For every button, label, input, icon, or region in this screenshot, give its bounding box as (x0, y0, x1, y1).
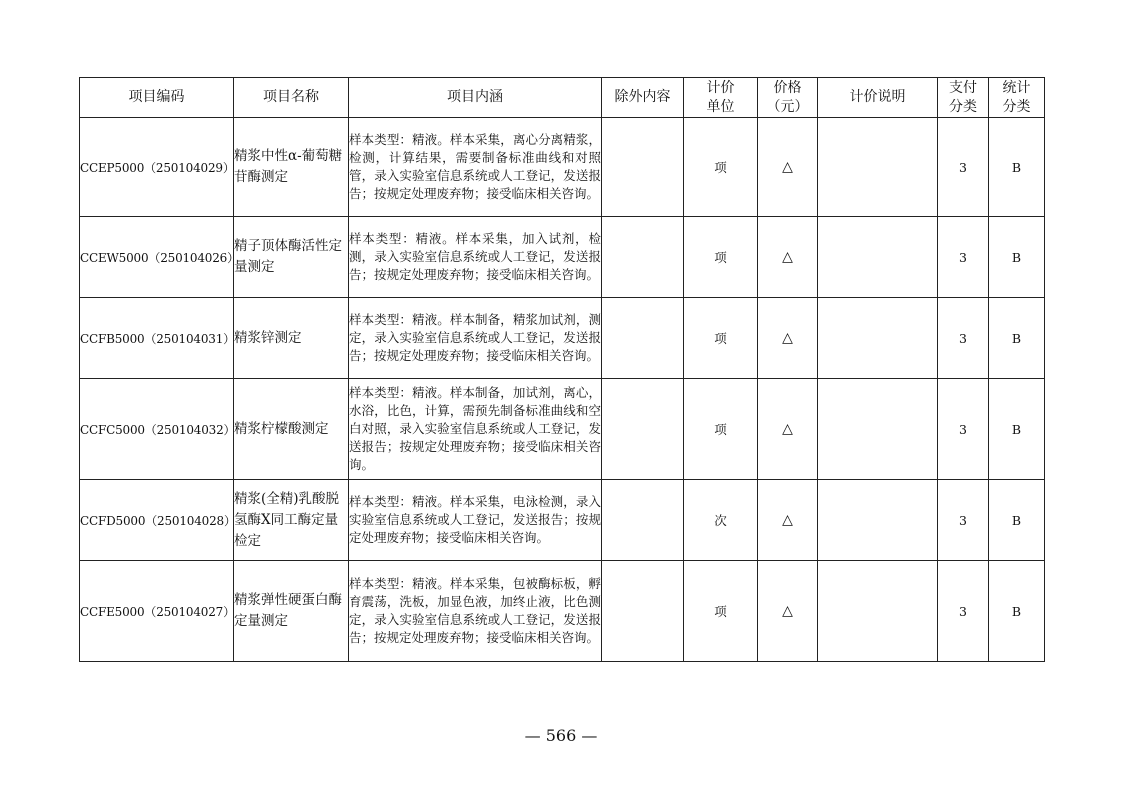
header-unit (684, 78, 758, 118)
header-payment-line1: 支付 (949, 79, 977, 96)
cell-name: 精浆锌测定 (234, 298, 349, 379)
cell-payment: 3 (938, 118, 989, 217)
cell-name: 精浆中性α-葡萄糖苷酶测定 (234, 118, 349, 217)
cell-name: 精浆(全精)乳酸脱氢酶X同工酶定量检定 (234, 480, 349, 561)
cell-code: CCFB5000（250104031） (80, 298, 234, 379)
header-name: 项目名称 (234, 78, 349, 118)
cell-name: 精浆柠檬酸测定 (234, 379, 349, 480)
cell-stat: B (989, 298, 1045, 379)
cell-exclusions (602, 217, 684, 298)
price-table (79, 77, 1045, 662)
cell-stat: B (989, 561, 1045, 662)
header-unit-line1: 计价 (706, 79, 735, 96)
cell-price: △ (758, 379, 818, 480)
header-price-line2: （元） (766, 98, 809, 115)
header-notes: 计价说明 (818, 78, 938, 118)
cell-name: 精子顶体酶活性定量测定 (234, 217, 349, 298)
cell-notes (818, 118, 938, 217)
cell-name: 精浆弹性硬蛋白酶定量测定 (234, 561, 349, 662)
header-stat-line1: 统计 (1002, 79, 1031, 96)
header-payment-line2: 分类 (949, 98, 977, 115)
cell-payment: 3 (938, 379, 989, 480)
table-row (80, 298, 1045, 379)
cell-unit: 项 (684, 217, 758, 298)
cell-code: CCEW5000（250104026） (80, 217, 234, 298)
cell-price: △ (758, 118, 818, 217)
page-number: — 566 — (524, 726, 598, 745)
cell-stat: B (989, 480, 1045, 561)
cell-exclusions (602, 298, 684, 379)
header-exclusions: 除外内容 (602, 78, 684, 118)
cell-unit: 项 (684, 561, 758, 662)
table-row (80, 217, 1045, 298)
cell-unit: 项 (684, 379, 758, 480)
cell-payment: 3 (938, 217, 989, 298)
cell-code: CCFD5000（250104028） (80, 480, 234, 561)
cell-content: 样本类型：精液。样本采集，加入试剂，检测，录入实验室信息系统或人工登记，发送报告；按规定处理废弃物；接受临床相关咨询。 (349, 217, 602, 298)
table-row (80, 480, 1045, 561)
cell-stat: B (989, 217, 1045, 298)
cell-price: △ (758, 561, 818, 662)
header-payment (938, 78, 989, 118)
table-row (80, 379, 1045, 480)
cell-stat: B (989, 118, 1045, 217)
cell-payment: 3 (938, 561, 989, 662)
cell-exclusions (602, 379, 684, 480)
cell-code: CCFC5000（250104032） (80, 379, 234, 480)
cell-stat: B (989, 379, 1045, 480)
cell-notes (818, 561, 938, 662)
cell-unit: 项 (684, 118, 758, 217)
header-price-line1: 价格 (773, 79, 802, 96)
cell-content: 样本类型：精液。样本采集，离心分离精浆，检测，计算结果，需要制备标准曲线和对照管，录入实验室信息系统或人工登记，发送报告；按规定处理废弃物；接受临床相关咨询。 (349, 118, 602, 217)
cell-content: 样本类型：精液。样本制备，精浆加试剂，测定，录入实验室信息系统或人工登记，发送报告；按规定处理废弃物；接受临床相关咨询。 (349, 298, 602, 379)
cell-content: 样本类型：精液。样本采集，电泳检测，录入实验室信息系统或人工登记，发送报告；按规定处理废弃物；接受临床相关咨询。 (349, 480, 602, 561)
cell-unit: 项 (684, 298, 758, 379)
table-row (80, 118, 1045, 217)
cell-code: CCFE5000（250104027） (80, 561, 234, 662)
cell-content: 样本类型：精液。样本制备，加试剂，离心，水浴，比色，计算，需预先制备标准曲线和空白对照，录入实验室信息系统或人工登记，发送报告；按规定处理废弃物；接受临床相关咨询。 (349, 379, 602, 480)
table-row (80, 561, 1045, 662)
header-price (758, 78, 818, 118)
cell-notes (818, 298, 938, 379)
table-header-row (80, 78, 1045, 118)
header-stat (989, 78, 1045, 118)
cell-code: CCEP5000（250104029） (80, 118, 234, 217)
cell-unit: 次 (684, 480, 758, 561)
cell-exclusions (602, 561, 684, 662)
header-stat-line2: 分类 (1002, 98, 1031, 115)
cell-payment: 3 (938, 480, 989, 561)
header-code: 项目编码 (80, 78, 234, 118)
header-content: 项目内涵 (349, 78, 602, 118)
cell-price: △ (758, 298, 818, 379)
cell-notes (818, 480, 938, 561)
cell-price: △ (758, 480, 818, 561)
header-unit-line2: 单位 (706, 98, 735, 115)
cell-notes (818, 379, 938, 480)
cell-content: 样本类型：精液。样本采集，包被酶标板，孵育震荡，洗板，加显色液，加终止液，比色测定，录入实验室信息系统或人工登记，发送报告；按规定处理废弃物；接受临床相关咨询。 (349, 561, 602, 662)
cell-exclusions (602, 480, 684, 561)
cell-payment: 3 (938, 298, 989, 379)
cell-notes (818, 217, 938, 298)
cell-exclusions (602, 118, 684, 217)
cell-price: △ (758, 217, 818, 298)
